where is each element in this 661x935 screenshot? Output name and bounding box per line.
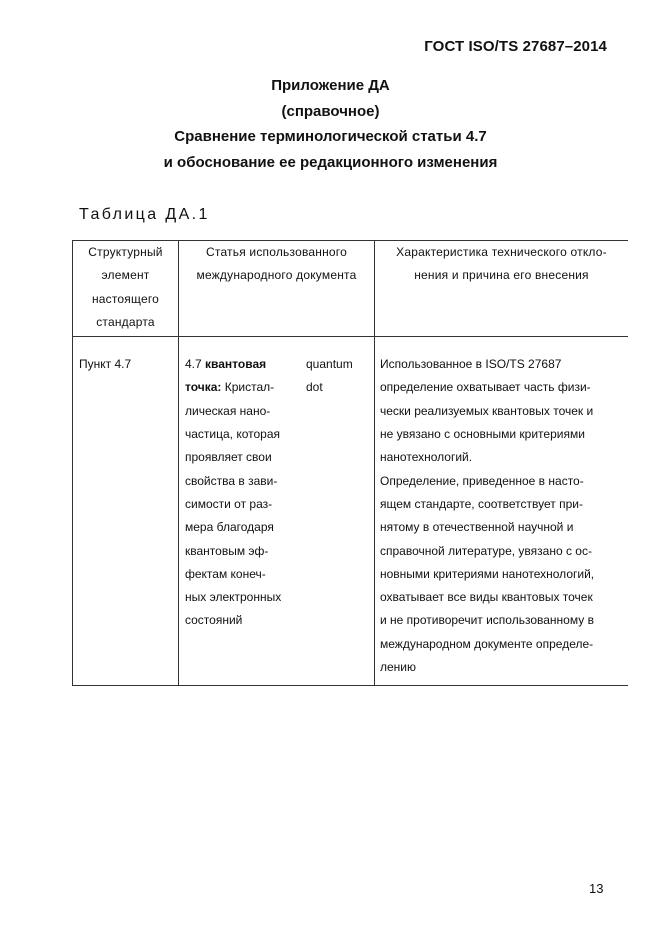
comparison-table [72, 240, 628, 686]
term-definition-ru: 4.7 квантовая точка: Кристал- лическая нано- частица, которая проявляет свои свойства в зави- симости от раз- мера благодаря квантовым эф- фектам конеч- ных электронных состояний [185, 357, 282, 628]
appendix-heading-line-2: и обоснование ее редакционного изменения [163, 153, 498, 171]
table-label: Таблица ДА.1 [79, 206, 210, 223]
appendix-name: Приложение ДА [271, 77, 390, 94]
table-header-row [73, 241, 629, 337]
table-row [73, 337, 629, 686]
term-name-bold-2: точка: [185, 380, 222, 395]
term-english: quantum dot [306, 357, 353, 395]
standard-code: ГОСТ ISO/TS 27687–2014 [424, 38, 607, 55]
appendix-status: (справочное) [281, 102, 380, 120]
header-structural-element: Структурный элемент настоящего стандарта [73, 241, 179, 337]
appendix-heading-line-1: Сравнение терминологической статьи 4.7 [174, 128, 487, 145]
appendix-title [0, 73, 661, 175]
header-deviation-characteristic: Характеристика технического откло- нения и причина его внесения [375, 241, 629, 337]
cell-explanation: Использованное в ISO/TS 27687 определение охватывает часть физи- чески реализуемых квантовых точек и не увязано с основными критериями нанотехнологий. Определение, приведенное в насто- ящем стандарте, соответствует при- нятому в отечественной научной и справочной литературе, увязано с ос- новными критериями нанотехнологий, охватывает все виды квантовых точек и не противоречит использованному в международном документе определе- лению [375, 337, 629, 686]
cell-term-article [179, 337, 375, 686]
header-international-article: Статья использованного международного документа [179, 241, 375, 337]
cell-structural-element: Пункт 4.7 [73, 337, 179, 686]
term-name-bold: квантовая [205, 357, 267, 372]
page-number: 13 [589, 881, 604, 896]
